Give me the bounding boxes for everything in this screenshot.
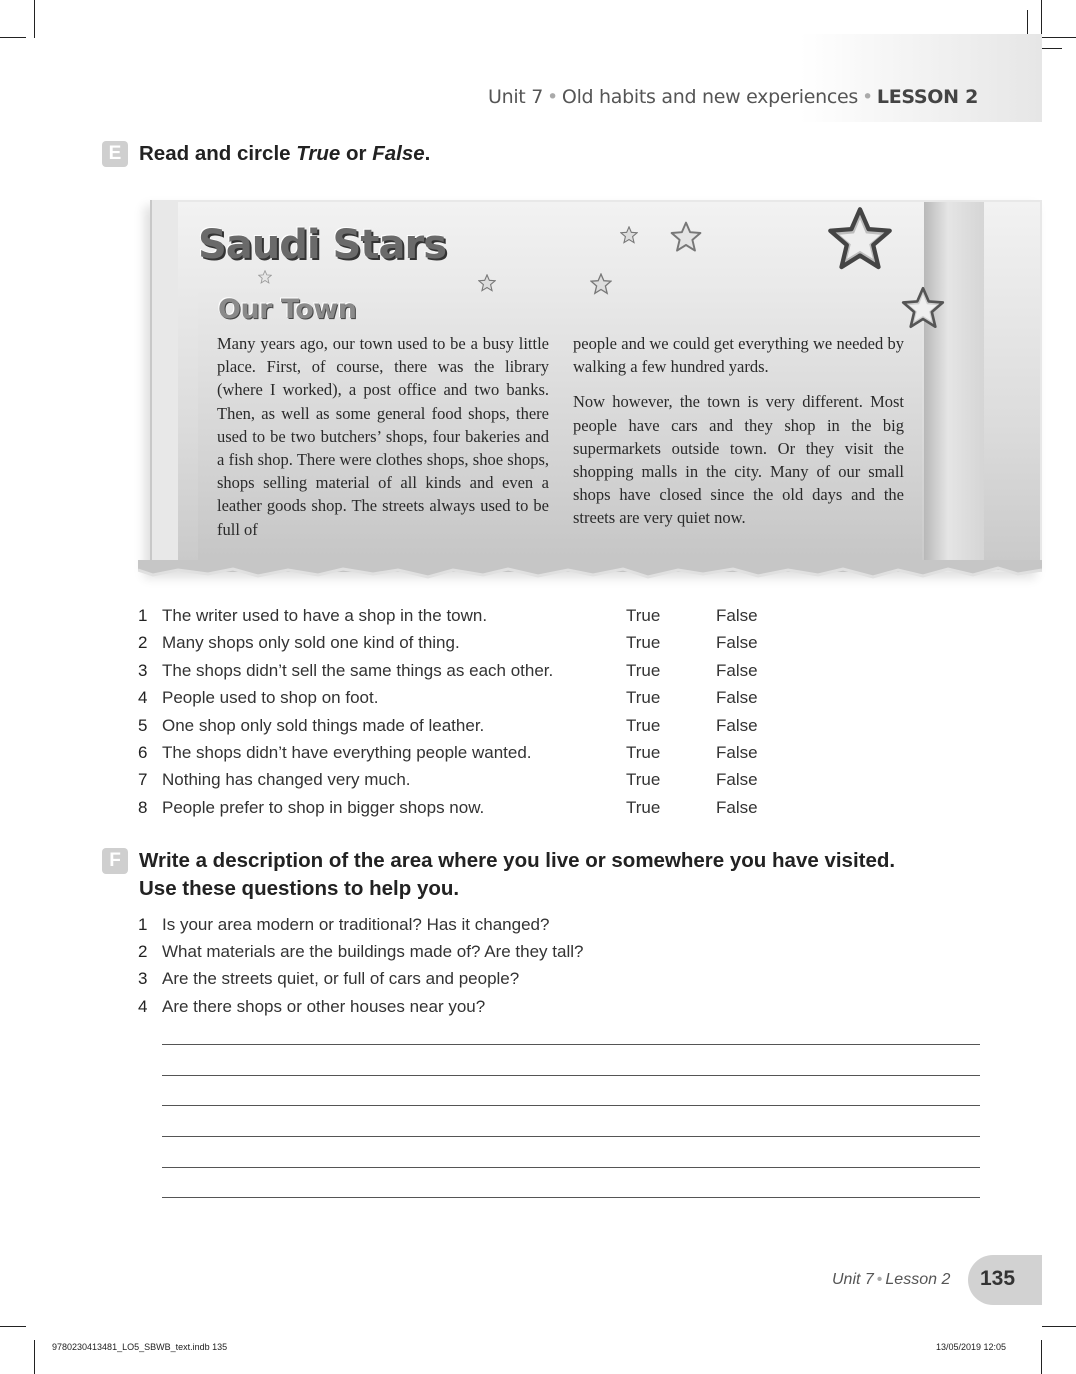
article-column-1 [217,332,549,541]
true-option[interactable]: True [626,688,661,707]
writing-line[interactable] [162,1167,980,1168]
crop-mark [34,1340,35,1374]
section-f-instruction-line2: Use these questions to help you. [139,877,460,900]
question-row: 7 Nothing has changed very much. True False [138,770,758,789]
header-topic: Old habits and new experiences [561,86,858,108]
section-e-badge: E [102,141,128,167]
star-icon [620,226,638,244]
star-icon [258,270,272,284]
question-row: 5 One shop only sold things made of leather. True False [138,716,758,735]
true-option[interactable]: True [626,770,661,789]
false-option[interactable]: False [716,633,758,652]
crop-mark [1041,0,1042,38]
crop-mark [1042,37,1076,38]
crop-mark [1041,1340,1042,1374]
true-option[interactable]: True [626,633,661,652]
false-option[interactable]: False [716,688,758,707]
star-icon [590,273,612,295]
crop-mark [1042,1326,1076,1327]
print-slug-file: 9780230413481_LO5_SBWB_text.indb 135 [52,1342,228,1352]
magazine-title: Saudi Stars [198,222,447,268]
running-header: Unit 7 • Old habits and new experiences • LESSON 2 [487,86,978,108]
running-footer: Unit 7 • Lesson 2 [832,1271,951,1288]
false-option[interactable]: False [716,606,758,625]
star-icon [900,286,946,330]
star-icon [478,274,496,292]
false-option[interactable]: False [716,716,758,735]
section-f-instruction-line1: Write a description of the area where you live or somewhere you have visited. [139,849,896,872]
true-option[interactable]: True [626,606,661,625]
true-option[interactable]: True [626,798,661,817]
writing-line[interactable] [162,1105,980,1106]
true-option[interactable]: True [626,661,661,680]
article-title: Our Town [218,294,357,325]
torn-edge [138,560,1042,584]
question-row: 3 The shops didn’t sell the same things as each other. True False [138,661,758,680]
true-option[interactable]: True [626,743,661,762]
question-row: 8 People prefer to shop in bigger shops now. True False [138,798,758,817]
article-paragraph: Many years ago, our town used to be a busy little place. First, of course, there was the library (where I worked), a post office and two banks. Then, as well as some general food shops, there used to be two butchers’ shops, four bakeries and a fish shop. There were clothes shops, shoe shops, shops selling material of all kinds and even a leather goods shop. The streets always used to be full of [217,334,549,539]
true-option[interactable]: True [626,716,661,735]
question-row: 2 Many shops only sold one kind of thing. True False [138,633,758,652]
crop-mark [0,1326,26,1327]
section-f-badge: F [102,848,128,874]
writing-line[interactable] [162,1197,980,1198]
article-paragraph: people and we could get everything we needed by walking a few hundred yards. [573,334,904,377]
article-paragraph: Now however, the town is very different. Most people have cars and they shop in the big supermarkets outside town. Or they visit the shopping malls in the city. Many of our small shops have closed since the old days and the streets are very quiet now. [573,392,904,528]
header-unit: Unit 7 [487,86,543,108]
question-row: 1 The writer used to have a shop in the town. True False [138,606,758,625]
crop-mark [34,0,35,38]
star-icon [826,206,894,272]
section-e-instruction: Read and circle True or False. [139,142,431,165]
page-number: 135 [980,1267,1016,1290]
false-option[interactable]: False [716,798,758,817]
crop-mark [1042,48,1062,49]
star-icon [670,221,702,253]
magazine-fold [924,202,984,570]
false-option[interactable]: False [716,661,758,680]
question-row: 6 The shops didn’t have everything people wanted. True False [138,743,758,762]
false-option[interactable]: False [716,770,758,789]
writing-line[interactable] [162,1075,980,1076]
print-slug-date: 13/05/2019 12:05 [936,1342,1007,1352]
writing-line[interactable] [162,1136,980,1137]
article-column-2 [573,332,904,530]
header-lesson: LESSON 2 [876,86,978,108]
writing-line[interactable] [162,1044,980,1045]
false-option[interactable]: False [716,743,758,762]
crop-mark [0,37,26,38]
question-row: 4 People used to shop on foot. True False [138,688,758,707]
header-band [800,34,1042,122]
